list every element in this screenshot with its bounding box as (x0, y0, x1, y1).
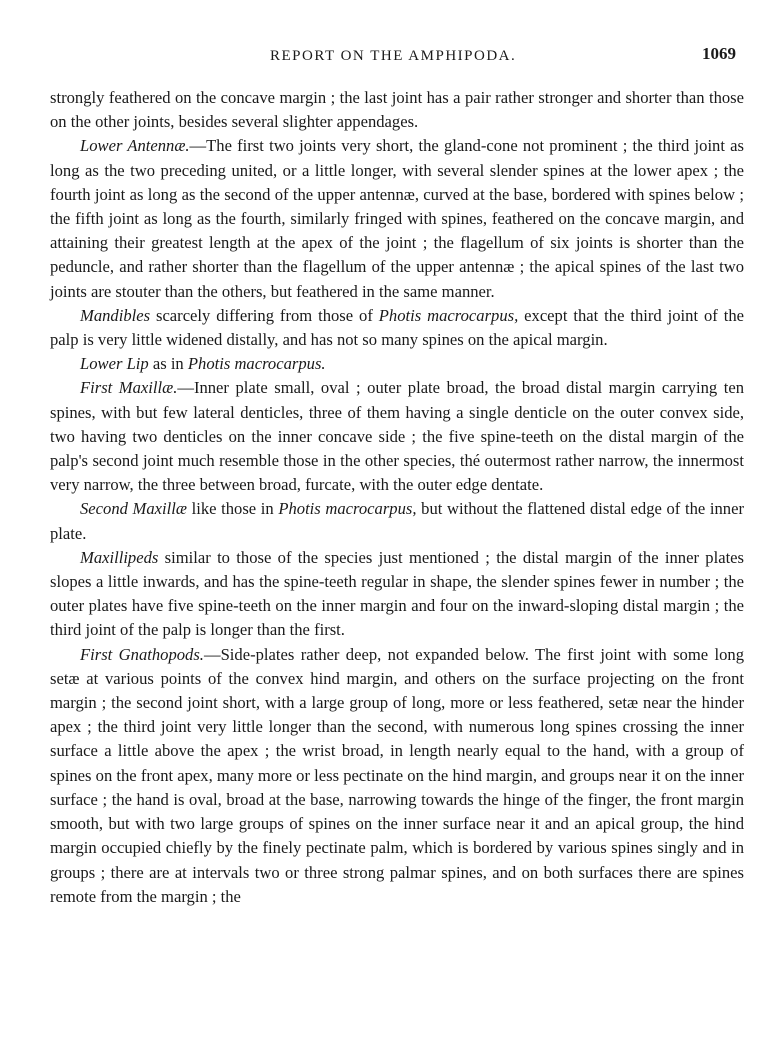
paragraph-text: —Side-plates rather deep, not expanded below. The first joint with some long setæ at various points of the convex hind margin, and others on the surface projecting on the front margin ; the second joint short, with a large group of long, more or less feathered, setæ near the hinder apex ; the third joint very little longer than the second, with numerous long spines crossing the inner surface a little above the apex ; the wrist broad, in length nearly equal to the hand, with a group of spines on the front apex, many more or less pectinate on the hind margin, and groups near it on the inner surface ; the hand is oval, broad at the base, narrowing towards the hinge of the finger, the front margin smooth, but with two large groups of spines on the inner surface near it and an apical group, the hind margin occupied chiefly by the finely pectinate palm, which is bordered by various spines singly and in groups ; there are at intervals two or three strong palmar spines, and on both surfaces there are spines remote from the margin ; the (50, 644, 744, 906)
paragraph-first-gnathopods (50, 643, 744, 909)
paragraph-continuation (50, 86, 744, 134)
paragraph-lower-antennae (50, 134, 744, 303)
paragraph-text: —The first two joints very short, the gland-cone not prominent ; the third joint as long as the two preceding united, or a little longer, with several slender spines at the lower apex ; the fourth joint as long as the second of the upper antennæ, curved at the base, bordered with spines below ; the fifth joint as long as the fourth, similarly fringed with spines, feathered on the concave margin, and attaining their greatest length at the apex of the joint ; the flagellum of six joints is shorter than the peduncle, and rather shorter than the flagellum of the upper antennæ ; the apical spines of the last two joints are stouter than the others, but feathered in the same manner. (50, 136, 744, 301)
paragraph-text: similar to those of the species just mentioned ; the distal margin of the inner plates slopes a little inwards, and has the spine-teeth regular in shape, the slender spines fewer in number ; the outer plates have five spine-teeth on the inner margin and four on the inward-sloping distal margin ; the third joint of the palp is longer than the first. (50, 547, 744, 640)
page-number: 1069 (702, 44, 736, 63)
paragraph-lower-lip (50, 352, 744, 376)
section-lead-first-maxillae: First Maxillæ. (80, 378, 178, 398)
paragraph-text: except that the third joint of the palp is very little widened distally, and has not so many spines on the apical margin. (50, 305, 744, 350)
paragraph-text: like those in (186, 499, 279, 519)
species-name: Photis macrocarpus. (187, 354, 326, 374)
species-name: Photis macrocarpus, (278, 499, 417, 519)
paragraph-text: but without the flattened distal edge of the inner plate. (50, 499, 744, 543)
body-text (50, 86, 744, 909)
section-lead-second-maxillae: Second Maxillæ (80, 499, 187, 519)
species-name: Photis macrocarpus, (378, 305, 519, 325)
section-lead-first-gnathopods: First Gnathopods. (80, 644, 204, 664)
section-lead-lower-lip: Lower Lip (80, 354, 149, 374)
paragraph-second-maxillae (50, 497, 744, 545)
paragraph-text: —Inner plate small, oval ; outer plate broad, the broad distal margin carrying ten spines, with but few lateral denticles, three of them having a single denticle on the outer convex side, two having two denticles on the inner concave side ; the five spine-teeth on the distal margin of the palp's second joint much resemble those in the other species, thé outermost rather narrow, the innermost very narrow, the three between broad, furcate, with the outer edge dentate. (50, 378, 744, 495)
running-title: REPORT ON THE AMPHIPODA. (270, 48, 517, 64)
paragraph-text: strongly feathered on the concave margin ; the last joint has a pair rather stronger and shorter than those on the other joints, besides several slighter appendages. (50, 88, 744, 132)
section-lead-maxillipeds: Maxillipeds (80, 547, 159, 567)
paragraph-maxillipeds (50, 546, 744, 643)
paragraph-mandibles (50, 304, 744, 352)
paragraph-text: as in (148, 354, 188, 374)
section-lead-mandibles: Mandibles (80, 305, 151, 325)
paragraph-first-maxillae (50, 376, 744, 497)
section-lead-lower-antennae: Lower Antennæ. (80, 136, 190, 156)
paragraph-text: scarcely differing from those of (150, 305, 379, 325)
